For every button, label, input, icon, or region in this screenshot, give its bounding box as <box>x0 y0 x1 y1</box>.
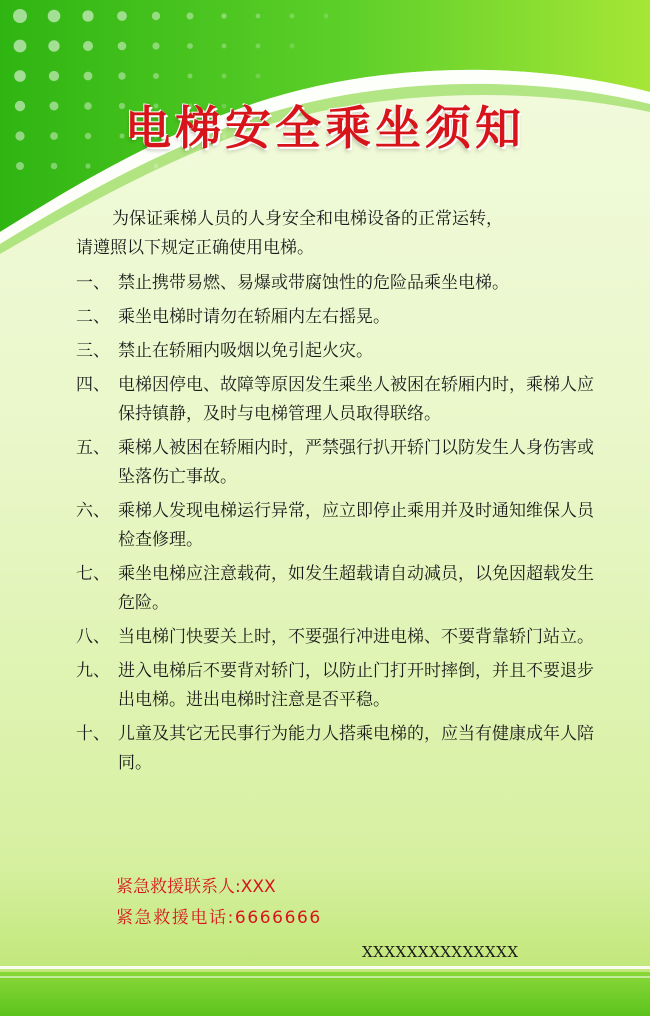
rule-item <box>76 560 596 618</box>
rule-text: 乘梯人发现电梯运行异常，应立即停止乘用并及时通知维保人员检查修理。 <box>118 501 594 550</box>
rule-item <box>76 657 596 715</box>
rule-text: 乘坐电梯应注意载荷，如发生超载请自动减员，以免因超载发生危险。 <box>118 564 594 613</box>
notice-body <box>76 205 596 783</box>
rule-number: 三、 <box>76 341 110 361</box>
rule-number: 六、 <box>76 501 110 521</box>
rule-item <box>76 720 596 778</box>
rule-item <box>76 269 596 298</box>
contact-person: 紧急救援联系人:XXX <box>116 877 276 897</box>
rule-number: 一、 <box>76 273 110 293</box>
poster-title: 电梯安全乘坐须知 <box>125 101 525 155</box>
rule-text: 儿童及其它无民事行为能力人搭乘电梯的，应当有健康成年人陪同。 <box>118 724 594 773</box>
rule-number: 八、 <box>76 627 110 647</box>
rule-number: 七、 <box>76 564 110 584</box>
rule-text: 禁止携带易燃、易爆或带腐蚀性的危险品乘坐电梯。 <box>118 273 509 293</box>
rule-number: 十、 <box>76 724 110 744</box>
rule-text: 乘坐电梯时请勿在轿厢内左右摇晃。 <box>118 307 390 327</box>
rule-number: 二、 <box>76 307 110 327</box>
rule-item <box>76 371 596 429</box>
rule-number: 五、 <box>76 438 110 458</box>
rule-text: 禁止在轿厢内吸烟以免引起火灾。 <box>118 341 373 361</box>
rule-item <box>76 337 596 366</box>
footer-placeholder: XXXXXXXXXXXXXX <box>362 943 519 961</box>
rule-number: 四、 <box>76 375 110 395</box>
rule-text: 进入电梯后不要背对轿门，以防止门打开时摔倒，并且不要退步出电梯。进出电梯时注意是否平稳。 <box>118 661 594 710</box>
rule-item <box>76 497 596 555</box>
emergency-contact <box>116 872 322 934</box>
intro-line-2: 请遵照以下规定正确使用电梯。 <box>76 238 314 258</box>
rule-text: 乘梯人被困在轿厢内时，严禁强行扒开轿门以防发生人身伤害或坠落伤亡事故。 <box>118 438 594 487</box>
rules-list <box>76 269 596 778</box>
rule-item <box>76 623 596 652</box>
rule-text: 电梯因停电、故障等原因发生乘坐人被困在轿厢内时，乘梯人应保持镇静，及时与电梯管理人员取得联络。 <box>118 375 594 424</box>
intro-line-1: 为保证乘梯人员的人身安全和电梯设备的正常运转， <box>112 209 503 229</box>
rule-item <box>76 303 596 332</box>
intro-paragraph <box>76 205 596 263</box>
contact-phone: 紧急救援电话:6666666 <box>116 908 322 928</box>
rule-item <box>76 434 596 492</box>
rule-text: 当电梯门快要关上时，不要强行冲进电梯、不要背靠轿门站立。 <box>118 627 594 647</box>
rule-number: 九、 <box>76 661 110 681</box>
